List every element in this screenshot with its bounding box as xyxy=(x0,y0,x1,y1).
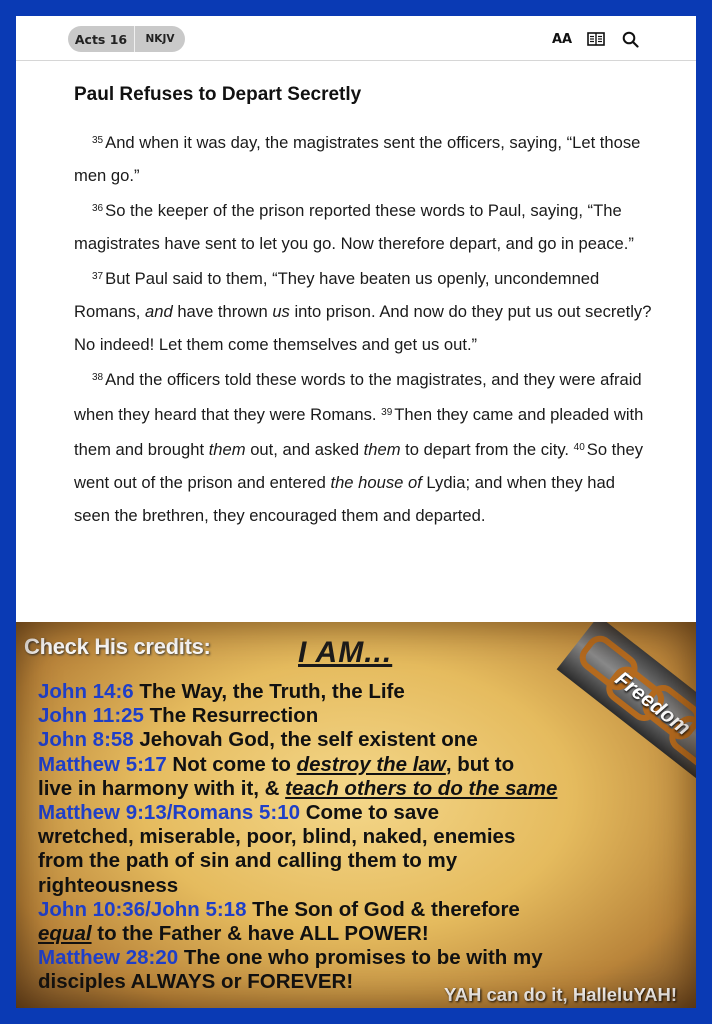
credit-line: John 11:25 The Resurrection xyxy=(38,704,319,728)
bible-reader-screen xyxy=(16,16,696,622)
verse-number: 36 xyxy=(92,203,104,214)
search-icon[interactable] xyxy=(619,30,641,48)
book-icon[interactable] xyxy=(585,30,607,48)
text-size-label: AA xyxy=(551,31,573,47)
verse-36: $^{36}$ So the keeper of the prison reported these words to Paul, saying, “The magistrates have sent to let you go. Now therefore depart, and go in peace.” xyxy=(74,201,634,253)
credit-line: John 8:58 Jehovah God, the self existent one xyxy=(38,728,478,752)
credits-banner-image xyxy=(16,622,696,1008)
halleluyah-caption: YAH can do it, HalleluYAH! xyxy=(444,984,678,1005)
credits-title: Check His credits: xyxy=(24,634,211,659)
verse-35: $^{35}$ And when it was day, the magistrates sent the officers, saying, “Let those men go.” xyxy=(74,133,641,185)
verse-number: 40 xyxy=(573,442,585,453)
i-am-heading: I AM... xyxy=(298,636,393,669)
verse-number: 39 xyxy=(381,407,393,418)
credits-list xyxy=(38,680,678,995)
reader-toolbar xyxy=(16,16,696,61)
reference-selector xyxy=(68,26,185,52)
credit-line: Matthew 5:17 Not come to destroy the law, but to xyxy=(38,752,515,776)
credit-line: righteousness xyxy=(38,873,179,897)
passage-reader xyxy=(74,84,654,532)
credit-line: wretched, miserable, poor, blind, naked, enemies xyxy=(38,825,516,849)
freedom-label: Freedom xyxy=(610,667,695,740)
verse-number: 38 xyxy=(92,372,104,383)
credit-line: John 10:36/John 5:18 The Son of God & therefore xyxy=(38,897,520,921)
credit-line: equal to the Father & have ALL POWER! xyxy=(38,922,429,946)
credit-line: Matthew 9:13/Romans 5:10 Come to save xyxy=(38,801,440,825)
credit-line: John 14:6 The Way, the Truth, the Life xyxy=(38,680,405,703)
verse-number: 35 xyxy=(92,135,104,146)
verse-37: $^{37}$ But Paul said to them, “They have beaten us openly, uncondemned Romans, and have thrown us into prison. And now do they put us out secretly? No indeed! Let them come themselves and get us out.” xyxy=(74,269,652,354)
credit-line: disciples ALWAYS or FOREVER! xyxy=(38,970,354,994)
section-heading: Paul Refuses to Depart Secretly xyxy=(74,84,362,105)
credit-line: live in harmony with it, & teach others to do the same xyxy=(38,776,558,800)
credit-line: from the path of sin and calling them to my xyxy=(38,849,458,873)
text-size-icon[interactable] xyxy=(551,30,573,48)
chapter-button[interactable]: Acts 16 xyxy=(68,26,135,52)
credit-line: Matthew 28:20 The one who promises to be with my xyxy=(38,946,543,970)
verse-text xyxy=(74,124,654,532)
version-button[interactable]: NKJV xyxy=(145,33,175,45)
verse-number: 37 xyxy=(92,271,104,282)
verse-38-40: $^{38}$ And the officers told these words to the magistrates, and they were afraid when they heard that they were Romans. $^{39}$ Then they came and pleaded with them and brought them out, and asked them to depart from the city. $^{40}$ So they went out of the prison and entered the house of Lydia; and when they had seen the brethren, they encouraged them and departed. xyxy=(74,370,644,525)
